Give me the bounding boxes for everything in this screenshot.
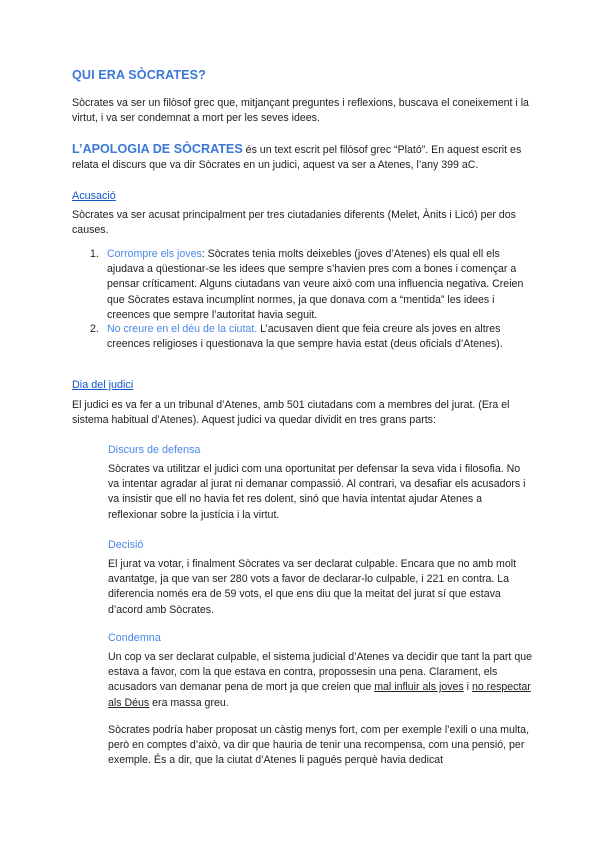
judici-heading-link[interactable]: Dia del judici [72, 379, 134, 391]
condemna-text [108, 650, 532, 711]
list-text: L’acusaven dient que feia creure als joves en altres creences religioses i questionava la que sempre havia estat (deus oficials d’Atenes). [107, 323, 503, 351]
list-term: No creure en el déu de la ciutat. [107, 323, 258, 335]
apologia-paragraph [72, 142, 530, 173]
list-number: 1. [90, 248, 99, 260]
decisio-text: El jurat va votar, i finalment Sòcrates va ser declarat culpable. Encara que no amb molt avantatge, ja que van ser 280 vots a favor de declarar-lo culpable, i 221 en contra. La diferencia només era de 59 vots, el que ens diu que la meitat del jurat sí que estava d’acord amb Sòcrates. [108, 558, 517, 616]
list-term: Corrompre els joves [107, 248, 202, 260]
apologia-text: és un text escrit pel filòsof grec “Plató”. En aquest escrit es relata el discurs que va dir Sòcrates en un judici, aquest va ser a Atenes, l’any 399 aC. [72, 144, 522, 172]
intro-paragraph: Sòcrates va ser un filòsof grec que, mitjançant preguntes i reflexions, buscava el coneixement i la virtut, i va ser condemnat a mort per les seves idees. [72, 97, 529, 125]
underlined-phrase: mal influir als joves [374, 681, 464, 694]
page-title: QUI ERA SÒCRATES? [72, 68, 206, 82]
condemna-heading: Condemna [108, 632, 161, 644]
condemna-text-a: Un cop va ser declarat culpable, el sistema judicial d’Atenes va decidir que tant la part que estava a favor, com la que estava en contra, propossesin una pena. Clarament, els acusadors van demanar pena de mort ja que creien que [108, 651, 532, 694]
discurs-heading: Discurs de defensa [108, 444, 201, 456]
acusacio-intro: Sòcrates va ser acusat principalment per tres ciutadanies diferents (Melet, Ànits i Licó) per dos causes. [72, 209, 516, 237]
condemna-text-b: i [463, 681, 472, 694]
underlined-phrase: no respectar als Déus [108, 681, 531, 709]
list-text: : Sòcrates tenia molts deixebles (joves d’Atenes) els qual ell els ajudava a qüestionar-se les idees que sempre s’havien pres com a bones i començar a pensar críticament. Alguns ciutadans van veure això com una influencia negativa. Creien que Sòcrates estava incumplint normes, ja que donava com a “mentida” les idees i creences que sempre l’autoritat havia seguit. [107, 248, 524, 321]
discurs-text: Sòcrates va utilitzar el judici com una oportunitat per defensar la seva vida i filosofia. No va intentar agradar al jurat ni demanar compassió. Al contrari, va desafiar els acusadors i va insistir que ell no havia fet res dolent, sinó que havia intentat ajudar Atenes a reflexionar sobre la justícia i la virtut. [108, 463, 526, 521]
condemna-text-2: Sòcrates podría haber proposat un càstig menys fort, com per exemple l’exili o una multa, però en comptes d’això, va dir que hauria de tenir una recompensa, com una pensió, per exemple. És a dir, que la ciutat d’Atenes li pagués perquè havia dedicat [108, 724, 530, 767]
apologia-heading: L’APOLOGIA DE SÒCRATES [72, 142, 243, 156]
condemna-text-c: era massa greu. [149, 696, 229, 709]
list-number: 2. [90, 323, 99, 335]
decisio-heading: Decisió [108, 539, 144, 551]
judici-intro: El judici es va fer a un tribunal d’Atenes, amb 501 ciutadans com a membres del jurat. (Era el sistema habitual d’Atenes). Aquest judici va quedar dividit en tres grans parts: [72, 399, 510, 427]
acusacio-heading-link[interactable]: Acusació [72, 190, 116, 202]
